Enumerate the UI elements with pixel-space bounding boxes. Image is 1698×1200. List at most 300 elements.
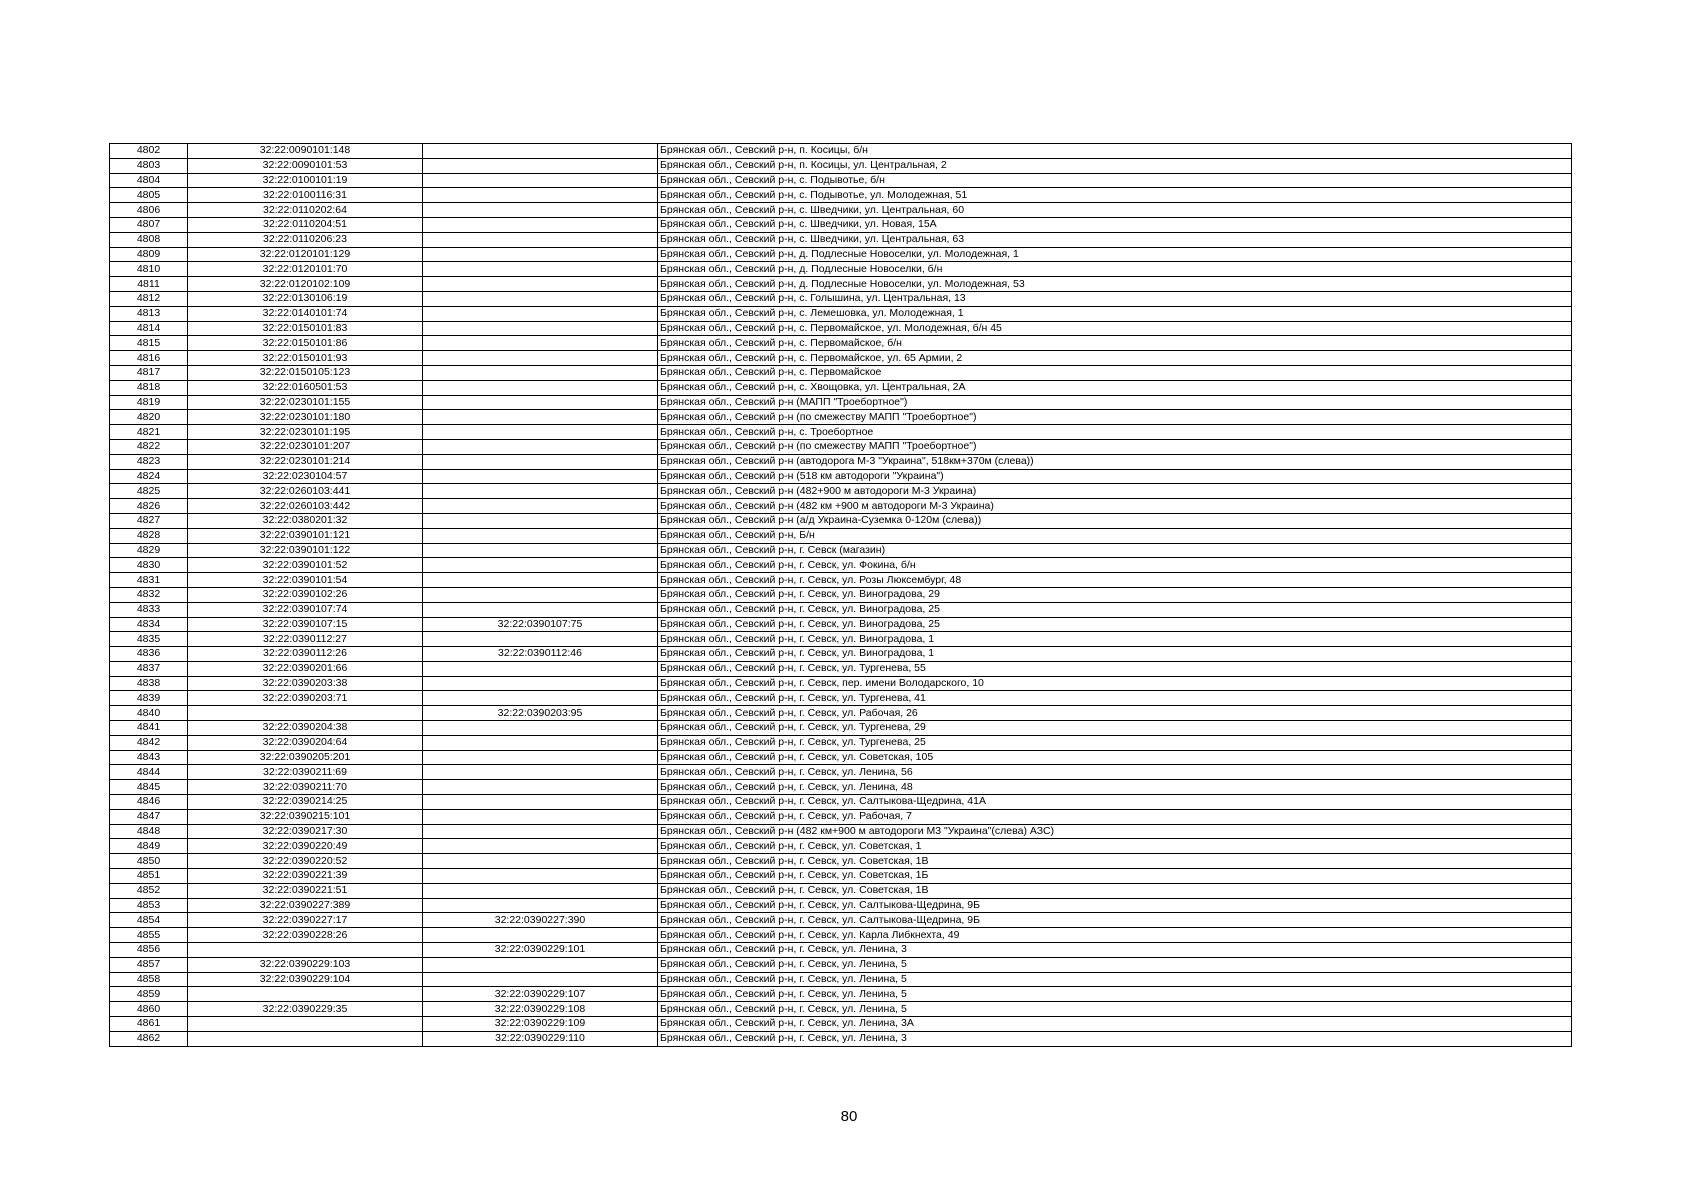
table-row bbox=[110, 765, 1572, 780]
table-row bbox=[110, 676, 1572, 691]
table-row bbox=[110, 602, 1572, 617]
cadastral-number-cell: 32:22:0120102:109 bbox=[188, 277, 423, 292]
address-cell: Брянская обл., Севский р-н (482+900 м автодороги М-3 Украина) bbox=[658, 484, 1572, 499]
row-number-cell: 4826 bbox=[110, 499, 188, 514]
table-row bbox=[110, 573, 1572, 588]
cadastral-number-cell: 32:22:0390211:70 bbox=[188, 780, 423, 795]
related-cadastral-number-cell bbox=[423, 321, 658, 336]
address-cell: Брянская обл., Севский р-н, г. Севск, ул. Виноградова, 1 bbox=[658, 647, 1572, 662]
table-row bbox=[110, 247, 1572, 262]
cadastral-number-cell: 32:22:0120101:70 bbox=[188, 262, 423, 277]
cadastral-number-cell: 32:22:0390101:52 bbox=[188, 558, 423, 573]
address-cell: Брянская обл., Севский р-н (автодорога М-3 "Украина", 518км+370м (слева)) bbox=[658, 454, 1572, 469]
cadastral-number-cell: 32:22:0390204:64 bbox=[188, 735, 423, 750]
address-cell: Брянская обл., Севский р-н, с. Подывотье, ул. Молодежная, 51 bbox=[658, 188, 1572, 203]
row-number-cell: 4859 bbox=[110, 987, 188, 1002]
table-row bbox=[110, 173, 1572, 188]
address-cell: Брянская обл., Севский р-н, с. Троебортное bbox=[658, 425, 1572, 440]
cadastral-number-cell bbox=[188, 1031, 423, 1046]
table-row bbox=[110, 262, 1572, 277]
table-row bbox=[110, 469, 1572, 484]
related-cadastral-number-cell bbox=[423, 928, 658, 943]
row-number-cell: 4822 bbox=[110, 439, 188, 454]
cadastral-number-cell: 32:22:0260103:442 bbox=[188, 499, 423, 514]
table-row bbox=[110, 306, 1572, 321]
table-row bbox=[110, 795, 1572, 810]
related-cadastral-number-cell bbox=[423, 883, 658, 898]
row-number-cell: 4858 bbox=[110, 972, 188, 987]
address-cell: Брянская обл., Севский р-н, г. Севск, ул. Рабочая, 26 bbox=[658, 706, 1572, 721]
cadastral-number-cell: 32:22:0230101:195 bbox=[188, 425, 423, 440]
related-cadastral-number-cell bbox=[423, 232, 658, 247]
address-cell: Брянская обл., Севский р-н, д. Подлесные Новоселки, б/н bbox=[658, 262, 1572, 277]
address-cell: Брянская обл., Севский р-н (а/д Украина-Суземка 0-120м (слева)) bbox=[658, 513, 1572, 528]
property-table bbox=[109, 143, 1572, 1047]
row-number-cell: 4832 bbox=[110, 587, 188, 602]
related-cadastral-number-cell bbox=[423, 632, 658, 647]
row-number-cell: 4824 bbox=[110, 469, 188, 484]
table-row bbox=[110, 928, 1572, 943]
cadastral-number-cell: 32:22:0390229:103 bbox=[188, 957, 423, 972]
table-row bbox=[110, 410, 1572, 425]
row-number-cell: 4804 bbox=[110, 173, 188, 188]
cadastral-number-cell bbox=[188, 943, 423, 958]
table-row bbox=[110, 144, 1572, 159]
row-number-cell: 4838 bbox=[110, 676, 188, 691]
cadastral-number-cell: 32:22:0390112:27 bbox=[188, 632, 423, 647]
cadastral-number-cell: 32:22:0260103:441 bbox=[188, 484, 423, 499]
related-cadastral-number-cell bbox=[423, 795, 658, 810]
address-cell: Брянская обл., Севский р-н, г. Севск, ул. Тургенева, 41 bbox=[658, 691, 1572, 706]
related-cadastral-number-cell bbox=[423, 721, 658, 736]
cadastral-number-cell: 32:22:0390227:389 bbox=[188, 898, 423, 913]
table-row bbox=[110, 528, 1572, 543]
table-row bbox=[110, 543, 1572, 558]
address-cell: Брянская обл., Севский р-н, п. Косицы, ул. Центральная, 2 bbox=[658, 158, 1572, 173]
related-cadastral-number-cell bbox=[423, 336, 658, 351]
related-cadastral-number-cell bbox=[423, 351, 658, 366]
cadastral-number-cell bbox=[188, 706, 423, 721]
address-cell: Брянская обл., Севский р-н, г. Севск, ул. Тургенева, 55 bbox=[658, 661, 1572, 676]
table-row bbox=[110, 854, 1572, 869]
address-cell: Брянская обл., Севский р-н, г. Севск, ул. Виноградова, 29 bbox=[658, 587, 1572, 602]
table-row bbox=[110, 158, 1572, 173]
row-number-cell: 4815 bbox=[110, 336, 188, 351]
row-number-cell: 4812 bbox=[110, 291, 188, 306]
related-cadastral-number-cell bbox=[423, 824, 658, 839]
address-cell: Брянская обл., Севский р-н, г. Севск, ул. Советская, 1В bbox=[658, 883, 1572, 898]
related-cadastral-number-cell bbox=[423, 676, 658, 691]
table-row bbox=[110, 454, 1572, 469]
address-cell: Брянская обл., Севский р-н, с. Лемешовка, ул. Молодежная, 1 bbox=[658, 306, 1572, 321]
row-number-cell: 4807 bbox=[110, 217, 188, 232]
cadastral-number-cell: 32:22:0110206:23 bbox=[188, 232, 423, 247]
address-cell: Брянская обл., Севский р-н, п. Косицы, б/н bbox=[658, 144, 1572, 159]
related-cadastral-number-cell: 32:22:0390229:101 bbox=[423, 943, 658, 958]
address-cell: Брянская обл., Севский р-н (по смежеству МАПП "Троебортное") bbox=[658, 410, 1572, 425]
row-number-cell: 4844 bbox=[110, 765, 188, 780]
cadastral-number-cell: 32:22:0130106:19 bbox=[188, 291, 423, 306]
cadastral-number-cell: 32:22:0390228:26 bbox=[188, 928, 423, 943]
table-row bbox=[110, 839, 1572, 854]
address-cell: Брянская обл., Севский р-н, с. Первомайское, ул. 65 Армии, 2 bbox=[658, 351, 1572, 366]
cadastral-number-cell: 32:22:0390205:201 bbox=[188, 750, 423, 765]
table-row bbox=[110, 291, 1572, 306]
row-number-cell: 4819 bbox=[110, 395, 188, 410]
related-cadastral-number-cell bbox=[423, 158, 658, 173]
table-body bbox=[110, 144, 1572, 1047]
related-cadastral-number-cell: 32:22:0390229:108 bbox=[423, 1002, 658, 1017]
row-number-cell: 4833 bbox=[110, 602, 188, 617]
table-row bbox=[110, 351, 1572, 366]
cadastral-number-cell: 32:22:0150101:83 bbox=[188, 321, 423, 336]
related-cadastral-number-cell bbox=[423, 735, 658, 750]
related-cadastral-number-cell bbox=[423, 499, 658, 514]
address-cell: Брянская обл., Севский р-н, г. Севск, ул. Карла Либкнехта, 49 bbox=[658, 928, 1572, 943]
row-number-cell: 4843 bbox=[110, 750, 188, 765]
table-row bbox=[110, 499, 1572, 514]
table-row bbox=[110, 1031, 1572, 1046]
cadastral-number-cell: 32:22:0090101:148 bbox=[188, 144, 423, 159]
cadastral-number-cell: 32:22:0390107:74 bbox=[188, 602, 423, 617]
row-number-cell: 4820 bbox=[110, 410, 188, 425]
address-cell: Брянская обл., Севский р-н, Б/н bbox=[658, 528, 1572, 543]
related-cadastral-number-cell bbox=[423, 573, 658, 588]
table-row bbox=[110, 987, 1572, 1002]
address-cell: Брянская обл., Севский р-н, г. Севск, ул. Виноградова, 25 bbox=[658, 602, 1572, 617]
row-number-cell: 4848 bbox=[110, 824, 188, 839]
table-row bbox=[110, 943, 1572, 958]
row-number-cell: 4862 bbox=[110, 1031, 188, 1046]
related-cadastral-number-cell bbox=[423, 469, 658, 484]
row-number-cell: 4817 bbox=[110, 365, 188, 380]
related-cadastral-number-cell bbox=[423, 587, 658, 602]
related-cadastral-number-cell: 32:22:0390229:110 bbox=[423, 1031, 658, 1046]
cadastral-number-cell: 32:22:0390101:121 bbox=[188, 528, 423, 543]
table-row bbox=[110, 513, 1572, 528]
table-row bbox=[110, 691, 1572, 706]
address-cell: Брянская обл., Севский р-н, д. Подлесные Новоселки, ул. Молодежная, 53 bbox=[658, 277, 1572, 292]
row-number-cell: 4803 bbox=[110, 158, 188, 173]
table-row bbox=[110, 632, 1572, 647]
address-cell: Брянская обл., Севский р-н (518 км автодороги "Украина") bbox=[658, 469, 1572, 484]
related-cadastral-number-cell bbox=[423, 869, 658, 884]
row-number-cell: 4855 bbox=[110, 928, 188, 943]
row-number-cell: 4861 bbox=[110, 1017, 188, 1032]
related-cadastral-number-cell bbox=[423, 365, 658, 380]
row-number-cell: 4818 bbox=[110, 380, 188, 395]
address-cell: Брянская обл., Севский р-н, г. Севск, ул. Тургенева, 29 bbox=[658, 721, 1572, 736]
table-row bbox=[110, 439, 1572, 454]
address-cell: Брянская обл., Севский р-н, г. Севск (магазин) bbox=[658, 543, 1572, 558]
row-number-cell: 4802 bbox=[110, 144, 188, 159]
related-cadastral-number-cell bbox=[423, 262, 658, 277]
address-cell: Брянская обл., Севский р-н, г. Севск, ул. Ленина, 5 bbox=[658, 987, 1572, 1002]
row-number-cell: 4823 bbox=[110, 454, 188, 469]
row-number-cell: 4857 bbox=[110, 957, 188, 972]
related-cadastral-number-cell: 32:22:0390229:107 bbox=[423, 987, 658, 1002]
address-cell: Брянская обл., Севский р-н, д. Подлесные Новоселки, ул. Молодежная, 1 bbox=[658, 247, 1572, 262]
related-cadastral-number-cell bbox=[423, 809, 658, 824]
row-number-cell: 4853 bbox=[110, 898, 188, 913]
row-number-cell: 4821 bbox=[110, 425, 188, 440]
row-number-cell: 4829 bbox=[110, 543, 188, 558]
related-cadastral-number-cell bbox=[423, 691, 658, 706]
table-row bbox=[110, 380, 1572, 395]
cadastral-number-cell: 32:22:0150101:86 bbox=[188, 336, 423, 351]
related-cadastral-number-cell bbox=[423, 144, 658, 159]
cadastral-number-cell: 32:22:0230101:214 bbox=[188, 454, 423, 469]
address-cell: Брянская обл., Севский р-н, с. Голышина, ул. Центральная, 13 bbox=[658, 291, 1572, 306]
related-cadastral-number-cell bbox=[423, 173, 658, 188]
table-row bbox=[110, 780, 1572, 795]
row-number-cell: 4839 bbox=[110, 691, 188, 706]
address-cell: Брянская обл., Севский р-н, г. Севск, ул. Советская, 1 bbox=[658, 839, 1572, 854]
table-row bbox=[110, 425, 1572, 440]
related-cadastral-number-cell bbox=[423, 291, 658, 306]
cadastral-number-cell: 32:22:0390229:35 bbox=[188, 1002, 423, 1017]
address-cell: Брянская обл., Севский р-н, с. Хвощовка, ул. Центральная, 2А bbox=[658, 380, 1572, 395]
table-row bbox=[110, 824, 1572, 839]
address-cell: Брянская обл., Севский р-н (482 км +900 м автодороги М-3 Украина) bbox=[658, 499, 1572, 514]
address-cell: Брянская обл., Севский р-н, г. Севск, ул. Розы Люксембург, 48 bbox=[658, 573, 1572, 588]
address-cell: Брянская обл., Севский р-н, с. Первомайское, ул. Молодежная, б/н 45 bbox=[658, 321, 1572, 336]
related-cadastral-number-cell bbox=[423, 543, 658, 558]
related-cadastral-number-cell bbox=[423, 661, 658, 676]
related-cadastral-number-cell bbox=[423, 558, 658, 573]
address-cell: Брянская обл., Севский р-н, с. Первомайское bbox=[658, 365, 1572, 380]
cadastral-number-cell: 32:22:0390112:26 bbox=[188, 647, 423, 662]
cadastral-number-cell: 32:22:0390229:104 bbox=[188, 972, 423, 987]
row-number-cell: 4850 bbox=[110, 854, 188, 869]
cadastral-number-cell: 32:22:0390220:52 bbox=[188, 854, 423, 869]
row-number-cell: 4836 bbox=[110, 647, 188, 662]
cadastral-number-cell: 32:22:0100116:31 bbox=[188, 188, 423, 203]
row-number-cell: 4860 bbox=[110, 1002, 188, 1017]
address-cell: Брянская обл., Севский р-н, г. Севск, ул. Салтыкова-Щедрина, 9Б bbox=[658, 913, 1572, 928]
table-row bbox=[110, 365, 1572, 380]
row-number-cell: 4827 bbox=[110, 513, 188, 528]
cadastral-number-cell: 32:22:0390215:101 bbox=[188, 809, 423, 824]
address-cell: Брянская обл., Севский р-н (по смежеству МАПП "Троебортное") bbox=[658, 439, 1572, 454]
address-cell: Брянская обл., Севский р-н, г. Севск, ул. Салтыкова-Щедрина, 9Б bbox=[658, 898, 1572, 913]
cadastral-number-cell: 32:22:0390221:51 bbox=[188, 883, 423, 898]
cadastral-number-cell: 32:22:0100101:19 bbox=[188, 173, 423, 188]
table-row bbox=[110, 735, 1572, 750]
address-cell: Брянская обл., Севский р-н, г. Севск, ул. Ленина, 48 bbox=[658, 780, 1572, 795]
table-row bbox=[110, 217, 1572, 232]
cadastral-number-cell: 32:22:0120101:129 bbox=[188, 247, 423, 262]
table-row bbox=[110, 972, 1572, 987]
table-row bbox=[110, 203, 1572, 218]
address-cell: Брянская обл., Севский р-н, г. Севск, ул. Тургенева, 25 bbox=[658, 735, 1572, 750]
row-number-cell: 4846 bbox=[110, 795, 188, 810]
address-cell: Брянская обл., Севский р-н (482 км+900 м автодороги М3 "Украина"(слева) АЗС) bbox=[658, 824, 1572, 839]
cadastral-number-cell: 32:22:0390227:17 bbox=[188, 913, 423, 928]
related-cadastral-number-cell bbox=[423, 410, 658, 425]
cadastral-number-cell: 32:22:0140101:74 bbox=[188, 306, 423, 321]
table-row bbox=[110, 1002, 1572, 1017]
row-number-cell: 4825 bbox=[110, 484, 188, 499]
row-number-cell: 4854 bbox=[110, 913, 188, 928]
row-number-cell: 4805 bbox=[110, 188, 188, 203]
related-cadastral-number-cell bbox=[423, 513, 658, 528]
row-number-cell: 4840 bbox=[110, 706, 188, 721]
row-number-cell: 4813 bbox=[110, 306, 188, 321]
row-number-cell: 4830 bbox=[110, 558, 188, 573]
row-number-cell: 4845 bbox=[110, 780, 188, 795]
table-row bbox=[110, 558, 1572, 573]
related-cadastral-number-cell: 32:22:0390112:46 bbox=[423, 647, 658, 662]
cadastral-number-cell: 32:22:0160501:53 bbox=[188, 380, 423, 395]
related-cadastral-number-cell: 32:22:0390203:95 bbox=[423, 706, 658, 721]
address-cell: Брянская обл., Севский р-н, г. Севск, ул. Ленина, 5 bbox=[658, 972, 1572, 987]
row-number-cell: 4828 bbox=[110, 528, 188, 543]
cadastral-number-cell: 32:22:0390102:26 bbox=[188, 587, 423, 602]
address-cell: Брянская обл., Севский р-н, г. Севск, ул. Виноградова, 25 bbox=[658, 617, 1572, 632]
table-row bbox=[110, 869, 1572, 884]
cadastral-number-cell: 32:22:0390220:49 bbox=[188, 839, 423, 854]
row-number-cell: 4816 bbox=[110, 351, 188, 366]
address-cell: Брянская обл., Севский р-н, г. Севск, ул. Советская, 1Б bbox=[658, 869, 1572, 884]
table-row bbox=[110, 617, 1572, 632]
row-number-cell: 4811 bbox=[110, 277, 188, 292]
cadastral-number-cell: 32:22:0230104:57 bbox=[188, 469, 423, 484]
table-row bbox=[110, 706, 1572, 721]
related-cadastral-number-cell bbox=[423, 957, 658, 972]
row-number-cell: 4851 bbox=[110, 869, 188, 884]
cadastral-number-cell: 32:22:0150105:123 bbox=[188, 365, 423, 380]
cadastral-number-cell: 32:22:0110202:64 bbox=[188, 203, 423, 218]
address-cell: Брянская обл., Севский р-н, г. Севск, ул. Ленина, 5 bbox=[658, 1002, 1572, 1017]
cadastral-number-cell: 32:22:0230101:155 bbox=[188, 395, 423, 410]
related-cadastral-number-cell bbox=[423, 395, 658, 410]
cadastral-number-cell: 32:22:0090101:53 bbox=[188, 158, 423, 173]
table-row bbox=[110, 587, 1572, 602]
table-row bbox=[110, 232, 1572, 247]
related-cadastral-number-cell bbox=[423, 247, 658, 262]
table-row bbox=[110, 957, 1572, 972]
table-row bbox=[110, 809, 1572, 824]
address-cell: Брянская обл., Севский р-н, г. Севск, ул. Ленина, 3А bbox=[658, 1017, 1572, 1032]
related-cadastral-number-cell bbox=[423, 765, 658, 780]
page-number: 80 bbox=[840, 1108, 858, 1125]
related-cadastral-number-cell bbox=[423, 306, 658, 321]
row-number-cell: 4849 bbox=[110, 839, 188, 854]
related-cadastral-number-cell: 32:22:0390229:109 bbox=[423, 1017, 658, 1032]
row-number-cell: 4835 bbox=[110, 632, 188, 647]
row-number-cell: 4806 bbox=[110, 203, 188, 218]
related-cadastral-number-cell: 32:22:0390107:75 bbox=[423, 617, 658, 632]
address-cell: Брянская обл., Севский р-н, г. Севск, ул. Советская, 105 bbox=[658, 750, 1572, 765]
row-number-cell: 4856 bbox=[110, 943, 188, 958]
address-cell: Брянская обл., Севский р-н, г. Севск, ул. Фокина, б/н bbox=[658, 558, 1572, 573]
address-cell: Брянская обл., Севский р-н, г. Севск, ул. Салтыкова-Щедрина, 41А bbox=[658, 795, 1572, 810]
address-cell: Брянская обл., Севский р-н, г. Севск, ул. Рабочая, 7 bbox=[658, 809, 1572, 824]
cadastral-number-cell: 32:22:0390101:54 bbox=[188, 573, 423, 588]
address-cell: Брянская обл., Севский р-н, г. Севск, ул. Ленина, 56 bbox=[658, 765, 1572, 780]
cadastral-number-cell: 32:22:0390101:122 bbox=[188, 543, 423, 558]
row-number-cell: 4814 bbox=[110, 321, 188, 336]
cadastral-number-cell bbox=[188, 987, 423, 1002]
related-cadastral-number-cell bbox=[423, 484, 658, 499]
row-number-cell: 4809 bbox=[110, 247, 188, 262]
cadastral-number-cell: 32:22:0390201:66 bbox=[188, 661, 423, 676]
table-row bbox=[110, 913, 1572, 928]
row-number-cell: 4841 bbox=[110, 721, 188, 736]
cadastral-number-cell: 32:22:0390214:25 bbox=[188, 795, 423, 810]
cadastral-number-cell: 32:22:0110204:51 bbox=[188, 217, 423, 232]
table-row bbox=[110, 188, 1572, 203]
table-row bbox=[110, 750, 1572, 765]
related-cadastral-number-cell bbox=[423, 854, 658, 869]
related-cadastral-number-cell bbox=[423, 188, 658, 203]
related-cadastral-number-cell bbox=[423, 528, 658, 543]
cadastral-number-cell bbox=[188, 1017, 423, 1032]
cadastral-number-cell: 32:22:0390203:71 bbox=[188, 691, 423, 706]
related-cadastral-number-cell bbox=[423, 750, 658, 765]
address-cell: Брянская обл., Севский р-н, г. Севск, ул. Ленина, 3 bbox=[658, 943, 1572, 958]
related-cadastral-number-cell bbox=[423, 217, 658, 232]
address-cell: Брянская обл., Севский р-н, с. Шведчики, ул. Новая, 15А bbox=[658, 217, 1572, 232]
related-cadastral-number-cell bbox=[423, 839, 658, 854]
related-cadastral-number-cell bbox=[423, 203, 658, 218]
cadastral-number-cell: 32:22:0390221:39 bbox=[188, 869, 423, 884]
table-row bbox=[110, 395, 1572, 410]
related-cadastral-number-cell bbox=[423, 277, 658, 292]
address-cell: Брянская обл., Севский р-н, с. Шведчики, ул. Центральная, 60 bbox=[658, 203, 1572, 218]
related-cadastral-number-cell: 32:22:0390227:390 bbox=[423, 913, 658, 928]
row-number-cell: 4847 bbox=[110, 809, 188, 824]
cadastral-number-cell: 32:22:0390217:30 bbox=[188, 824, 423, 839]
cadastral-number-cell: 32:22:0390203:38 bbox=[188, 676, 423, 691]
table-row bbox=[110, 898, 1572, 913]
related-cadastral-number-cell bbox=[423, 780, 658, 795]
address-cell: Брянская обл., Севский р-н, г. Севск, ул. Советская, 1В bbox=[658, 854, 1572, 869]
related-cadastral-number-cell bbox=[423, 380, 658, 395]
table-row bbox=[110, 1017, 1572, 1032]
table-row bbox=[110, 721, 1572, 736]
cadastral-number-cell: 32:22:0390107:15 bbox=[188, 617, 423, 632]
address-cell: Брянская обл., Севский р-н, г. Севск, ул. Виноградова, 1 bbox=[658, 632, 1572, 647]
related-cadastral-number-cell bbox=[423, 898, 658, 913]
address-cell: Брянская обл., Севский р-н, с. Подывотье, б/н bbox=[658, 173, 1572, 188]
row-number-cell: 4837 bbox=[110, 661, 188, 676]
related-cadastral-number-cell bbox=[423, 439, 658, 454]
address-cell: Брянская обл., Севский р-н (МАПП "Троебортное") bbox=[658, 395, 1572, 410]
row-number-cell: 4810 bbox=[110, 262, 188, 277]
cadastral-number-cell: 32:22:0390211:69 bbox=[188, 765, 423, 780]
related-cadastral-number-cell bbox=[423, 454, 658, 469]
cadastral-number-cell: 32:22:0380201:32 bbox=[188, 513, 423, 528]
table-row bbox=[110, 277, 1572, 292]
related-cadastral-number-cell bbox=[423, 972, 658, 987]
row-number-cell: 4831 bbox=[110, 573, 188, 588]
table-row bbox=[110, 883, 1572, 898]
table-row bbox=[110, 336, 1572, 351]
table-row bbox=[110, 321, 1572, 336]
cadastral-number-cell: 32:22:0390204:38 bbox=[188, 721, 423, 736]
table-row bbox=[110, 661, 1572, 676]
cadastral-number-cell: 32:22:0230101:207 bbox=[188, 439, 423, 454]
row-number-cell: 4842 bbox=[110, 735, 188, 750]
row-number-cell: 4834 bbox=[110, 617, 188, 632]
row-number-cell: 4808 bbox=[110, 232, 188, 247]
table-row bbox=[110, 647, 1572, 662]
related-cadastral-number-cell bbox=[423, 602, 658, 617]
related-cadastral-number-cell bbox=[423, 425, 658, 440]
address-cell: Брянская обл., Севский р-н, г. Севск, ул. Ленина, 3 bbox=[658, 1031, 1572, 1046]
